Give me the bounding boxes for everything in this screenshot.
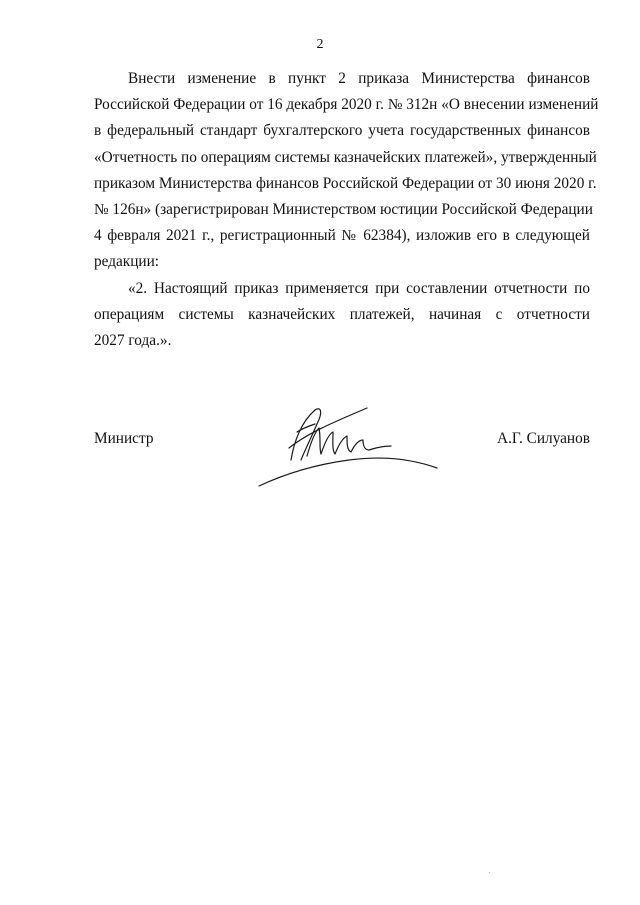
document-body xyxy=(94,66,599,354)
text-line: «Отчетность по операциям системы казначейских платежей», утвержденный xyxy=(94,148,597,166)
text-line: «2. Настоящий приказ применяется при составлении отчетности по xyxy=(128,279,590,297)
text-line: приказом Министерства финансов Российской Федерации от 30 июня 2020 г. xyxy=(94,174,597,192)
text-line: редакции: xyxy=(94,253,160,271)
text-line: в федеральный стандарт бухгалтерского учета государственных финансов xyxy=(94,122,590,140)
page-number: 2 xyxy=(316,37,324,52)
paragraph-new-wording xyxy=(94,276,590,355)
text-line: операциям системы казначейских платежей, начиная с отчетности xyxy=(94,305,590,323)
text-line: 2027 года.». xyxy=(94,332,172,350)
signatory-name: А.Г. Силуанов xyxy=(497,430,590,447)
paragraph-amendment xyxy=(94,66,599,276)
scan-speck xyxy=(489,872,490,873)
text-line: Внести изменение в пункт 2 приказа Министерства финансов xyxy=(128,70,590,87)
signature-block xyxy=(94,430,590,500)
text-line: Российской Федерации от 16 декабря 2020 г. № 312н «О внесении изменений xyxy=(94,96,599,114)
text-line: 4 февраля 2021 г., регистрационный № 62384), изложив его в следующей xyxy=(94,227,590,245)
handwritten-signature xyxy=(249,402,449,492)
text-line: № 126н» (зарегистрирован Министерством юстиции Российской Федерации xyxy=(94,201,593,219)
signatory-title: Министр xyxy=(94,430,154,447)
